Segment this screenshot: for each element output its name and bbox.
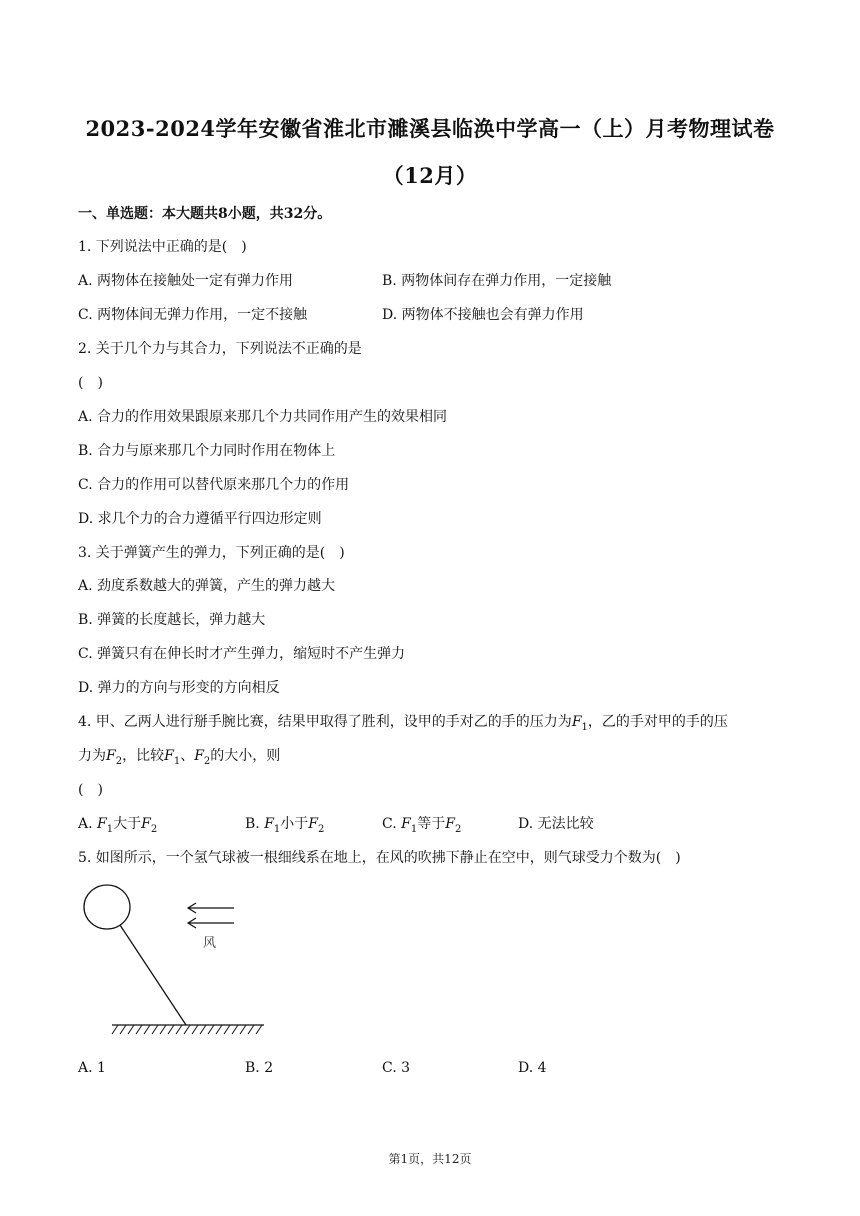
q3-option-b: B. 弹簧的长度越长，弹力越大 (78, 612, 266, 628)
q2-paren: ( ) (78, 375, 103, 391)
balloon-string (120, 925, 186, 1025)
q4-f2-subscript: 2 (203, 755, 211, 767)
q4-f2-symbol: F (445, 816, 455, 832)
q4-option-b-text: 小于 (280, 816, 309, 832)
q1-option-d: D. 两物体不接触也会有弹力作用 (382, 307, 584, 323)
wind-arrow-icon (188, 903, 234, 928)
balloon-figure (76, 880, 276, 1040)
balloon-shape (84, 885, 130, 929)
q4-paren: ( ) (78, 782, 103, 798)
ground-hatching (112, 1025, 262, 1034)
q4-f2-symbol: F (308, 816, 319, 832)
q3-option-a: A. 劲度系数越大的弹簧，产生的弹力越大 (78, 578, 336, 594)
q4-line2-separator: 、 (180, 748, 195, 764)
q5-option-c: C. 3 (382, 1060, 411, 1076)
q4-f1-symbol: F (164, 748, 174, 764)
q4-option-d: D. 无法比较 (518, 816, 594, 832)
q4-f2-subscript: 2 (150, 823, 158, 835)
q5-stem: 5. 如图所示，一个氢气球被一根细线系在地上，在风的吹拂下静止在空中，则气球受力个数为( ) (78, 850, 681, 866)
q5-option-a: A. 1 (78, 1060, 106, 1076)
q2-option-d: D. 求几个力的合力遵循平行四边形定则 (78, 511, 322, 527)
q4-f1-subscript: 1 (581, 721, 588, 733)
section-heading: 一、单选题：本大题共8小题，共32分。 (78, 206, 332, 222)
q4-option-a-prefix: A. (78, 816, 98, 832)
q4-f2-subscript: 2 (318, 823, 325, 835)
q4-stem-part2: ，乙的手对甲的手的压 (587, 714, 728, 730)
q4-stem-part1: 4. 甲、乙两人进行掰手腕比赛，结果甲取得了胜利，设甲的手对乙的手的压力为 (78, 714, 572, 730)
q4-f1-subscript: 1 (173, 755, 181, 767)
q1-option-b: B. 两物体间存在弹力作用，一定接触 (382, 273, 612, 289)
q3-option-c: C. 弹簧只有在伸长时才产生弹力，缩短时不产生弹力 (78, 646, 406, 662)
wind-label: 风 (203, 936, 217, 951)
q4-stem-line1 (78, 711, 728, 733)
q3-option-d: D. 弹力的方向与形变的方向相反 (78, 680, 280, 696)
q4-option-b (245, 813, 324, 835)
q2-option-c: C. 合力的作用可以替代原来那几个力的作用 (78, 477, 350, 493)
q4-option-c (382, 813, 461, 835)
page-footer: 第1页，共12页 (388, 1152, 472, 1166)
q4-option-a-text: 大于 (113, 816, 142, 832)
q4-option-c-prefix: C. (382, 816, 402, 832)
q3-stem: 3. 关于弹簧产生的弹力，下列正确的是( ) (78, 545, 345, 561)
q4-f2-symbol: F (106, 748, 116, 764)
q4-line2-part2: ，比较 (122, 748, 165, 764)
q5-option-d: D. 4 (518, 1060, 547, 1076)
q1-option-a: A. 两物体在接触处一定有弹力作用 (78, 273, 294, 289)
q4-f1-symbol: F (97, 816, 107, 832)
q4-line2-part3: 的大小，则 (210, 748, 281, 764)
q4-line2-part1: 力为 (78, 748, 106, 764)
q4-f2-subscript: 2 (454, 823, 462, 835)
q4-f2-symbol: F (194, 748, 204, 764)
q1-option-c: C. 两物体间无弹力作用，一定不接触 (78, 307, 308, 323)
q4-f1-symbol: F (401, 816, 411, 832)
q4-f1-symbol: F (264, 816, 274, 832)
q4-f2-symbol: F (141, 816, 151, 832)
q4-f1-subscript: 1 (273, 823, 281, 835)
q4-option-b-prefix: B. (245, 816, 265, 832)
q1-stem: 1. 下列说法中正确的是( ) (78, 239, 247, 255)
exam-title-month: （12月） (382, 163, 478, 188)
q4-f2-subscript: 2 (115, 755, 123, 767)
q2-option-b: B. 合力与原来那几个力同时作用在物体上 (78, 443, 336, 459)
q4-f1-symbol: F (571, 714, 582, 730)
q4-f1-subscript: 1 (410, 823, 418, 835)
q2-stem: 2. 关于几个力与其合力，下列说法不正确的是 (78, 341, 362, 357)
q5-option-b: B. 2 (245, 1060, 274, 1076)
q4-option-c-text: 等于 (417, 816, 446, 832)
q2-option-a: A. 合力的作用效果跟原来那几个力共同作用产生的效果相同 (78, 409, 448, 425)
q4-option-a (78, 813, 157, 835)
q4-f1-subscript: 1 (106, 823, 114, 835)
q4-stem-line2 (78, 745, 280, 767)
exam-title: 2023-2024学年安徽省淮北市濉溪县临涣中学高一（上）月考物理试卷 (85, 116, 775, 141)
